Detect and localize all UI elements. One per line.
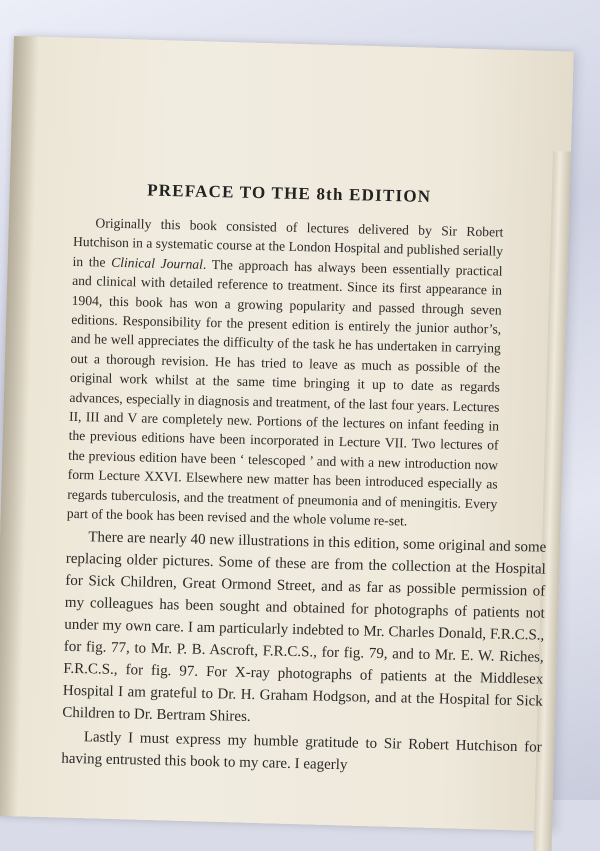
page-content [61,179,547,779]
paragraph-1-text-end: . The approach has always been essentially practical and clinical with detailed reference to treatment. Since its first appearance in 1904, this book has won a growing popularity and passed through seven editions. Responsibility for the present edition is entirely the junior author’s, and he well appreciates the difficulty of the task he has undertaken in carrying out a thorough revision. He has tried to leave as much as possible of the original work whilst at the same time bringing it up to date as regards advances, especially in diagnosis and treatment, of the last four years. Lectures II, III and V are completely new. Portions of the lectures on infant feeding in the previous editions have been incorporated in Lecture VII. Two lectures of the previous edition have been ‘ telescoped ’ and with a new introduction now form Lecture XXVI. Elsewhere new matter has been introduced especially as regards tuberculosis, and the treatment of pneumonia and of meningitis. Every part of the book has been revised and the whole volume re-set. [66,256,503,529]
book-page [0,36,574,831]
preface-paragraph-2: There are nearly 40 new illustrations in this edition, some original and some replacing older pictures. Some of these are from the collection at the Hospital for Sick Children, Great Ormond Street, and as far as possible permission of my colleagues has been sought and obtained for photographs of patients not under my own care. I am particularly indebted to Mr. Charles Donald, F.R.C.S., for fig. 77, to Mr. P. B. Ascroft, F.R.C.S., for fig. 79, and to Mr. E. W. Riches, F.R.C.S., for fig. 97. For X-ray photographs of patients at the Middlesex Hospital I am grateful to Dr. H. Graham Hodgson, and at the Hospital for Sick Children to Dr. Bertram Shires. [62,528,547,725]
paragraph-1-text-start: Originally this book consisted of lectures delivered by Sir Robert Hutchison in a systematic course at the London Hospital and published serially in the [72,215,504,270]
preface-paragraph-1 [67,213,504,533]
journal-title: Clinical Journal [111,254,204,272]
preface-paragraph-3: Lastly I must express my humble gratitude to Sir Robert Hutchison for having entrusted this book to my care. I eagerly [61,728,542,773]
page-title: PREFACE TO THE 8th EDITION [147,180,432,206]
